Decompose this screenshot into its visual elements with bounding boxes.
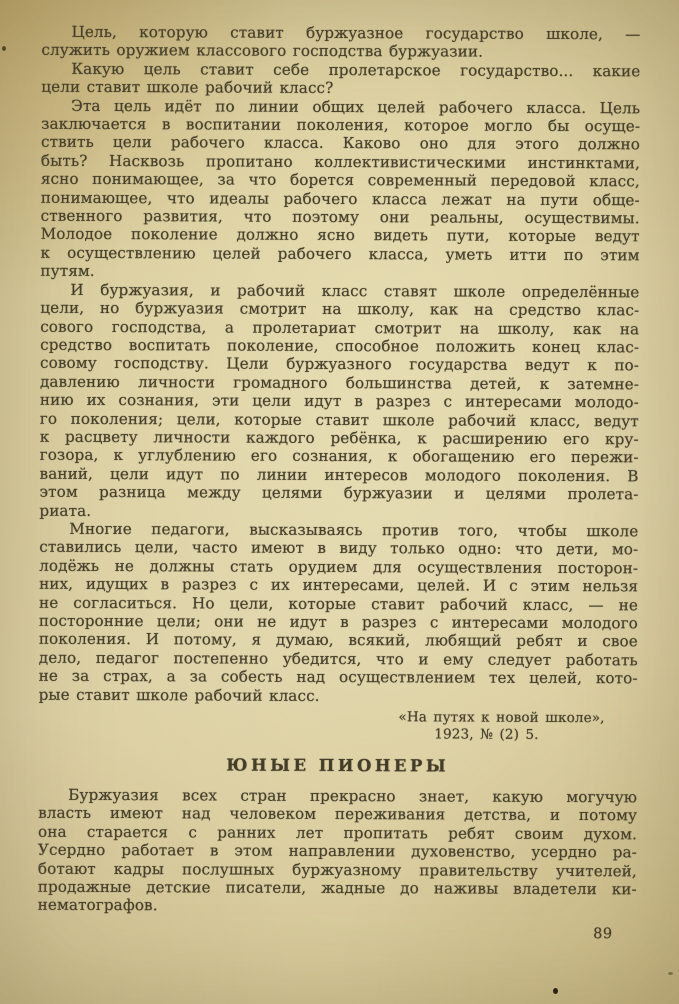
text-line: продажные детские писатели, жадные до наживы владетели ки-	[37, 877, 637, 899]
text-line: рые ставит школе рабочий класс.	[38, 685, 320, 705]
text-line: к осуществлению целей рабочего класса, уметь итти по этим	[40, 243, 640, 265]
text-line: быть? Насквозь пропитано коллективистическими инстинктами,	[40, 151, 640, 173]
text-line: Молодое поколение должно ясно видеть пути, которые ведут	[40, 225, 640, 246]
text-line: заключается в воспитании поколения, которое могло бы осуще-	[41, 114, 641, 136]
text-line: Эта цель идёт по линии общих целей рабочего класса. Цель	[71, 96, 641, 117]
text-line: цели, но буржуазия смотрит на школу, как на средство клас-	[40, 298, 640, 320]
text-line: ваний, цели идут по линии интересов молодого поколения. В	[39, 464, 639, 486]
text-line: ставились цели, часто имеют в виду только одно: что дети, мо-	[39, 538, 639, 559]
source-citation	[346, 709, 626, 744]
section-heading: ЮНЫЕ ПИОНЕРЫ	[226, 755, 450, 776]
paragraph	[38, 786, 638, 917]
text-line: Какую цель ставит себе пролетарское государство... какие	[71, 59, 641, 81]
text-line: риата.	[39, 501, 92, 520]
text-line: ственного развития, что поэтому они реальны, осуществимы.	[40, 206, 640, 228]
paragraph	[40, 96, 640, 283]
text-line: сового господства, а пролетариат смотрит на школу, как на	[40, 317, 640, 338]
page-number: 89	[593, 925, 613, 943]
text-line: дело, педагог постепенно убедится, что и ему следует работать	[38, 648, 638, 670]
text-line: Усердно работает в этом направлении духовенство, усердно ра-	[37, 840, 637, 862]
text-line: давлению личности громадного большинства детей, к затемне-	[39, 372, 640, 394]
text-line: ботают кадры послушных буржуазному правительству учителей,	[37, 859, 637, 880]
text-line: совому господству. Цели буржуазного государства ведут к по-	[40, 354, 640, 375]
text-line: к расцвету личности каждого ребёнка, к расширению его кру-	[39, 427, 639, 449]
text-line: нематографов.	[37, 896, 158, 915]
text-line: она старается с ранних лет пропитать ребят своим духом.	[37, 822, 638, 844]
text-line: го поколения; цели, которые ставит школе рабочий класс, ведут	[39, 409, 639, 430]
text-line: гозора, к углублению его сознания, к обогащению его пережи-	[39, 446, 639, 467]
text-line: ясно понимающее, за что борется современный передовой класс,	[40, 169, 640, 191]
text-line: Буржуазия всех стран прекрасно знает, какую могучую	[68, 785, 638, 807]
text-line: поколения. И потому, я думаю, всякий, любящий ребят и свое	[38, 630, 638, 651]
text-line: 1923, № (2) 5.	[434, 726, 539, 743]
text-line: служить оружием классового господства буржуазии.	[41, 41, 484, 62]
text-line: не за страх, а за собесть над осуществлением тех целей, кото-	[38, 666, 638, 688]
text-line: понимающее, что идеалы рабочего класса лежат на пути обще-	[40, 188, 640, 209]
text-line: этом разница между целями буржуазии и целями пролета-	[39, 482, 639, 504]
paragraph	[41, 23, 640, 62]
paragraph	[39, 280, 639, 522]
text-line: них, идущих в разрез с их интересами, целей. И с этим нельзя	[39, 574, 639, 596]
text-line: Многие педагоги, высказываясь против того, чтобы школе	[69, 519, 639, 541]
paragraph	[39, 520, 639, 707]
text-line: власть имеют над человеком переживания детства, и потому	[38, 804, 638, 825]
text-line: не согласиться. Но цели, которые ставит рабочий класс, — не	[38, 593, 639, 614]
text-line: посторонние цели; они не идут в разрез с интересами молодого	[38, 611, 638, 633]
ink-speck	[2, 46, 6, 51]
text-line: лодёжь не должны стать орудием для осуществления посторон-	[39, 556, 639, 578]
text-line: путям.	[40, 261, 95, 281]
text-line: средство воспитать поколение, способное положить конец клас-	[40, 335, 640, 357]
text-line: Цель, которую ставит буржуазное государство школе, —	[71, 22, 641, 44]
text-line: цели ставит школе рабочий класс?	[41, 77, 334, 98]
text-line: «На путях к новой школе»,	[398, 709, 605, 727]
text-line: нию их сознания, эти цели идут в разрез с интересами молодо-	[39, 390, 639, 412]
ink-speck	[553, 988, 558, 994]
ink-speck	[668, 972, 673, 975]
text-column	[38, 23, 641, 917]
text-line: ствить цели рабочего класса. Каково оно для этого должно	[40, 133, 641, 154]
text-line: И буржуазия, и рабочий класс ставят школе определённые	[70, 280, 640, 301]
paragraph	[41, 60, 640, 99]
